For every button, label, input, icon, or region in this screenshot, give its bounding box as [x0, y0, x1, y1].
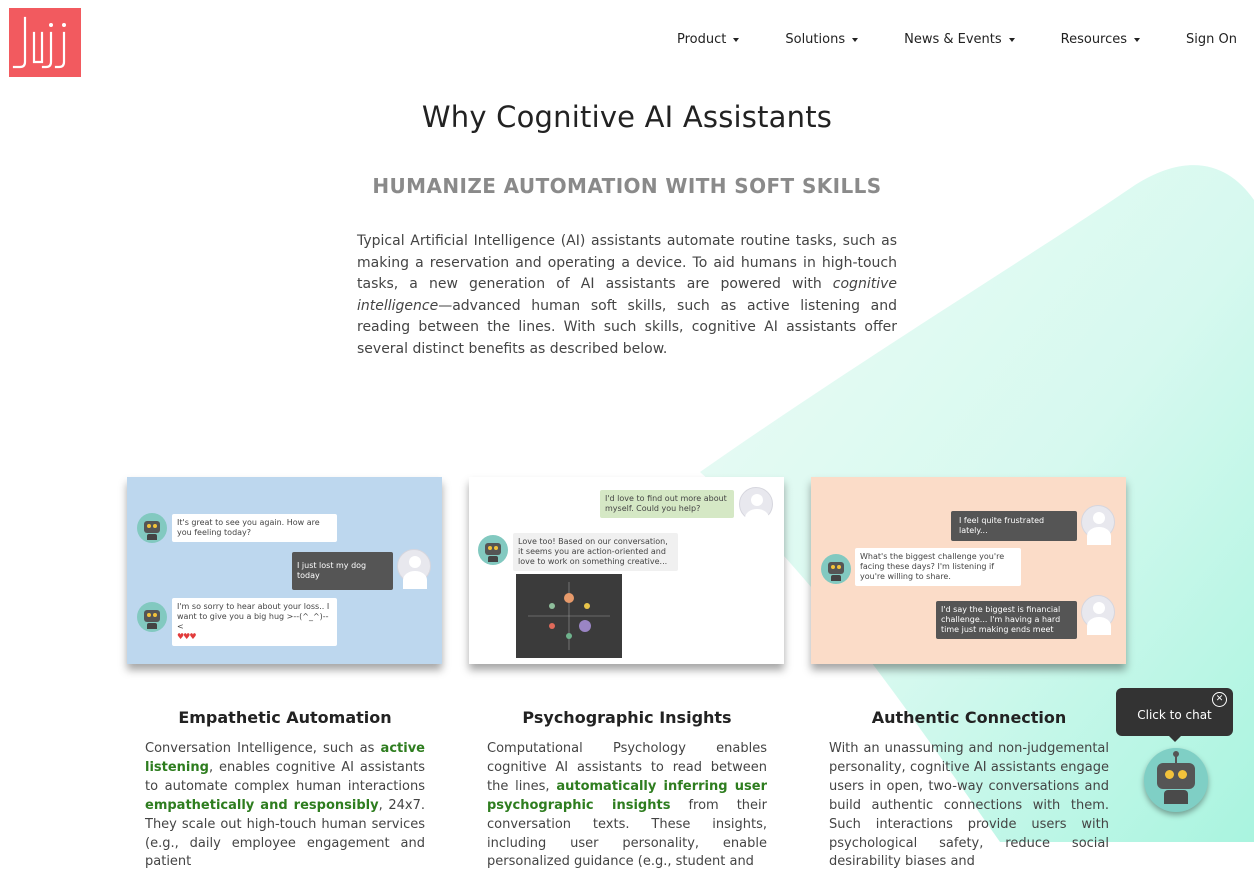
robot-icon — [1157, 763, 1195, 789]
antenna-icon — [1175, 754, 1177, 763]
nav-label: Sign On — [1186, 32, 1237, 47]
card-text: Computational Psychology enables cognitive AI assistants to read between the lines, — [487, 741, 767, 794]
intro-text: Typical Artificial Intelligence (AI) assistants automate routine tasks, such as making a reservation and operating a device. To aid humans in high-touch tasks, a new generation of AI assistants are powered with — [357, 233, 897, 293]
robot-eye-icon — [1178, 770, 1187, 779]
nav-product[interactable] — [677, 32, 739, 47]
card-highlight: empathetically and responsibly — [145, 797, 379, 813]
robot-body-icon — [1164, 790, 1188, 804]
nav-label: Solutions — [785, 32, 846, 47]
hearts-icon: ♥♥♥ — [177, 632, 196, 641]
card-title-psychographic-insights: Psychographic Insights — [522, 708, 732, 727]
main-nav — [631, 32, 1237, 47]
bot-avatar-icon — [478, 535, 508, 565]
caret-down-icon — [1009, 38, 1015, 42]
nav-resources[interactable] — [1061, 32, 1140, 47]
caret-down-icon — [733, 38, 739, 42]
page-title: Why Cognitive AI Assistants — [421, 100, 833, 134]
intro-paragraph — [357, 231, 897, 361]
nav-label: News & Events — [904, 32, 1002, 47]
logo-mark-icon — [9, 8, 81, 77]
personality-chart-image — [516, 574, 622, 658]
bot-message: What's the biggest challenge you're facing these days? I'm listening if you're willing to share. — [855, 548, 1021, 586]
card-description — [487, 740, 767, 872]
card-text: from their conversation texts. These insights, including user personality, enable personalized guidance (e.g., student and — [487, 797, 767, 870]
caret-down-icon — [1134, 38, 1140, 42]
intro-text: —advanced human soft skills, such as active listening and reading between the lines. With such skills, cognitive AI assistants offer several distinct benefits as described below. — [357, 297, 897, 357]
card-text: , enables cognitive AI assistants to automate complex human interactions — [145, 759, 425, 794]
intro-emphasis: cognitive intelligence — [357, 276, 897, 314]
nav-label: Resources — [1060, 32, 1128, 47]
bot-avatar-icon — [137, 513, 167, 543]
nav-sign-on[interactable] — [1186, 32, 1237, 47]
user-avatar-icon — [739, 487, 773, 521]
nav-solutions[interactable] — [785, 32, 858, 47]
nav-label: Product — [677, 32, 727, 47]
card-text: , 24x7. They scale out high-touch human services (e.g., daily employee engagement and patient — [145, 797, 425, 870]
user-avatar-icon — [397, 549, 431, 583]
close-icon[interactable]: ✕ — [1212, 692, 1227, 707]
robot-eye-icon — [1165, 770, 1174, 779]
personality-quadrant-graphic — [516, 574, 622, 658]
user-message: I just lost my dog today — [292, 552, 393, 590]
caret-down-icon — [852, 38, 858, 42]
card-text: With an unassuming and non-judgemental personality, cognitive AI assistants engage users in open, two-way conversations and build authentic connections with them. Such interactions provide users with psychological safety, reduce social desirability biases and — [829, 741, 1109, 870]
chat-tooltip[interactable] — [1116, 688, 1233, 736]
user-avatar-icon — [1081, 595, 1115, 629]
bot-message: Love too! Based on our conversation, it seems you are action-oriented and love to work on something creative... — [513, 533, 678, 571]
card-highlight: active listening — [145, 741, 425, 775]
bot-message-text: I'm so sorry to hear about your loss.. I want to give you a big hug >--(^_^)--< — [177, 602, 330, 631]
card-title-authentic-connection: Authentic Connection — [871, 708, 1067, 727]
user-message: I feel quite frustrated lately... — [951, 511, 1077, 541]
chat-launcher-button[interactable] — [1144, 748, 1208, 812]
empathetic-automation-image — [127, 477, 442, 664]
chat-label: Click to chat — [1137, 708, 1212, 722]
bot-avatar-icon — [821, 554, 851, 584]
card-title-empathetic-automation: Empathetic Automation — [178, 708, 392, 727]
juji-logo[interactable] — [9, 8, 81, 77]
card-description — [829, 740, 1109, 872]
card-highlight: automatically inferring user psychographic insights — [487, 778, 768, 813]
user-message: I'd love to find out more about myself. Could you help? — [600, 490, 734, 518]
user-avatar-icon — [1081, 505, 1115, 539]
user-message: I'd say the biggest is financial challenge... I'm having a hard time just making ends meet — [936, 601, 1077, 639]
bot-avatar-icon — [137, 602, 167, 632]
card-description — [145, 740, 425, 872]
bot-message: It's great to see you again. How are you feeling today? — [172, 514, 337, 542]
page-subtitle: HUMANIZE AUTOMATION WITH SOFT SKILLS — [372, 174, 882, 198]
nav-news-events[interactable] — [904, 32, 1015, 47]
bot-message — [172, 598, 337, 646]
card-text: Conversation Intelligence, such as — [145, 741, 381, 756]
psychographic-insights-image — [469, 477, 784, 664]
authentic-connection-image — [811, 477, 1126, 664]
